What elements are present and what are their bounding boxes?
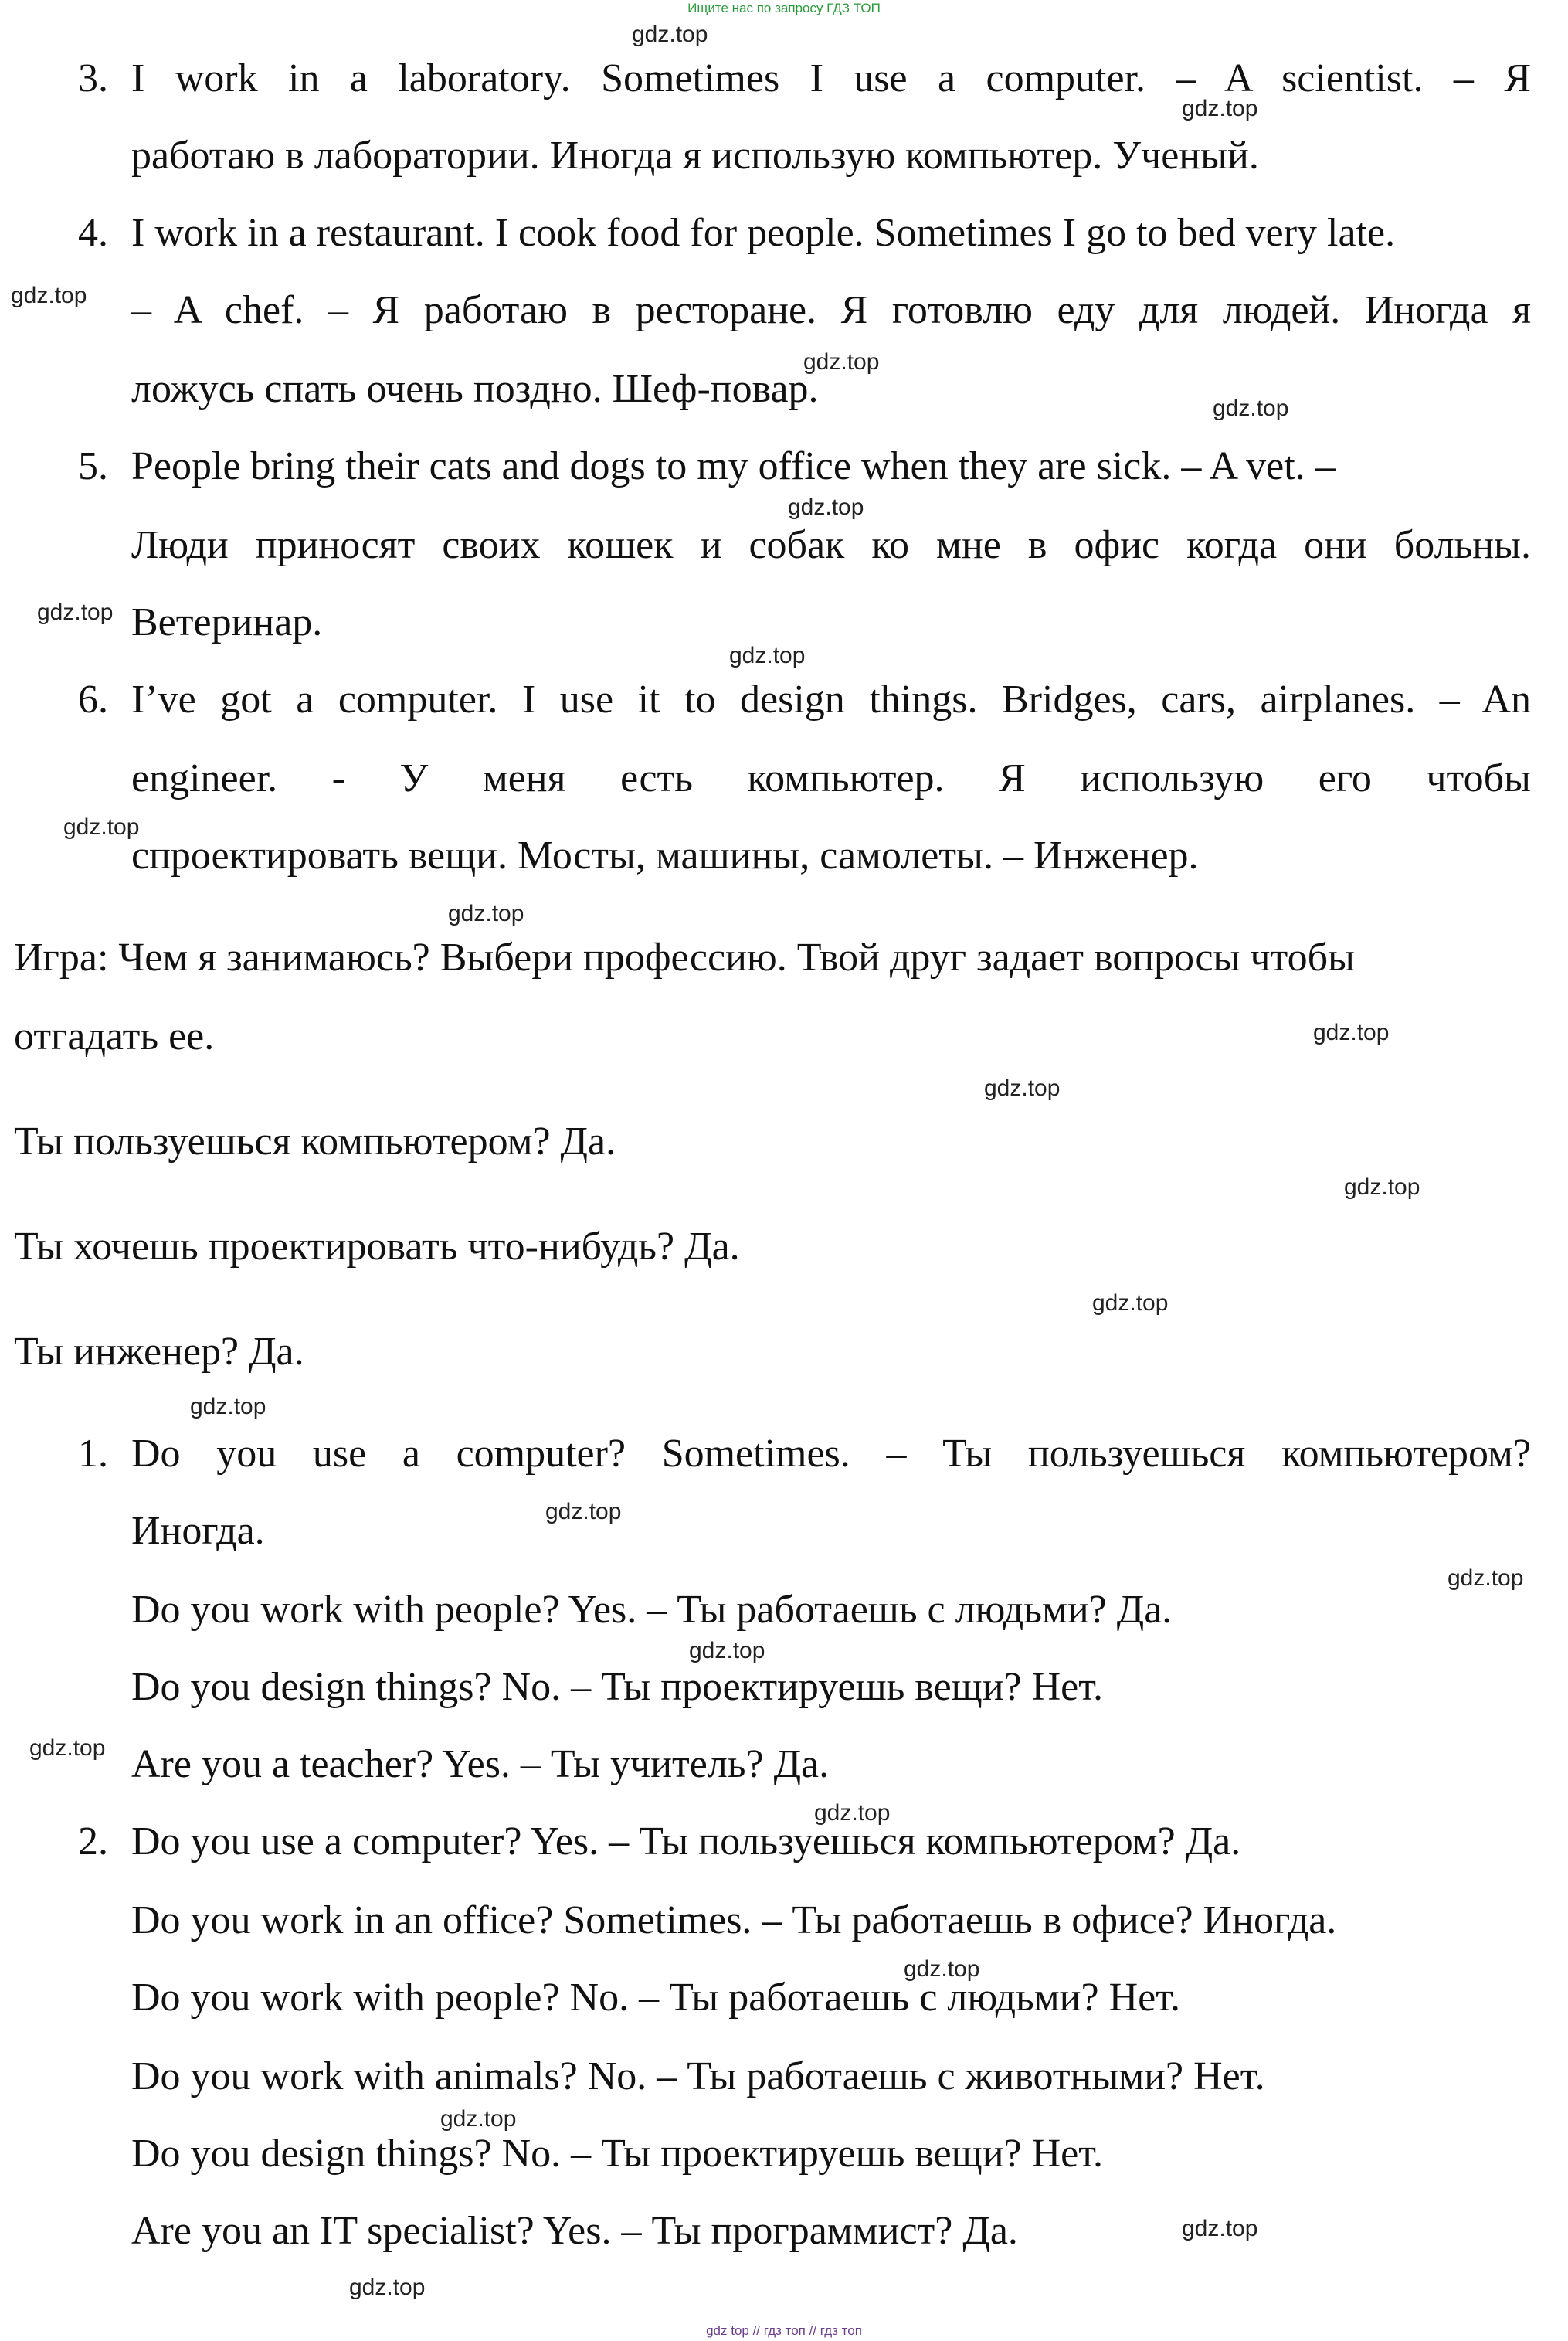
item-line: работаю в лаборатории. Иногда я использую компьютер. Ученый.: [131, 134, 1259, 178]
game-example: Ты инженер? Да.: [14, 1330, 304, 1374]
item-line: спроектировать вещи. Мосты, машины, самолеты. – Инженер.: [131, 834, 1199, 878]
item-line: People bring their cats and dogs to my office when they are sick. – A vet. –: [131, 444, 1336, 488]
watermark: gdz.top: [29, 1735, 106, 1761]
watermark: gdz.top: [729, 643, 806, 668]
item-number: 3.: [78, 56, 108, 100]
dialog-line: Do you design things? No. – Ты проектируешь вещи? Нет.: [131, 2132, 1104, 2176]
game-example: Ты хочешь проектировать что-нибудь? Да.: [14, 1225, 740, 1269]
item-line: I work in a laboratory. Sometimes I use a computer. – A scientist. – Я: [131, 56, 1531, 100]
watermark: gdz.top: [632, 22, 708, 47]
watermark: gdz.top: [1182, 2216, 1258, 2241]
dialog-line: Are you a teacher? Yes. – Ты учитель? Да.: [131, 1742, 830, 1786]
dialog-line: Are you an IT specialist? Yes. – Ты программист? Да.: [131, 2209, 1018, 2253]
watermark: gdz.top: [904, 1956, 980, 1982]
game-example: Ты пользуешься компьютером? Да.: [14, 1120, 616, 1164]
game-intro: отгадать ее.: [14, 1014, 215, 1058]
item-line: engineer. - У меня есть компьютер. Я использую его чтобы: [131, 756, 1531, 800]
watermark: gdz.top: [190, 1394, 266, 1419]
watermark: gdz.top: [689, 1638, 765, 1663]
watermark: gdz.top: [814, 1800, 891, 1826]
dialog-line: Do you work with people? No. – Ты работаешь с людьми? Нет.: [131, 1976, 1181, 2020]
watermark: gdz.top: [37, 600, 114, 625]
dialog-line: Do you use a computer? Sometimes. – Ты пользуешься компьютером?: [131, 1432, 1531, 1476]
watermark: gdz.top: [1182, 96, 1258, 121]
item-line: Люди приносят своих кошек и собак ко мне в офис когда они больны.: [131, 523, 1531, 567]
item-number: 6.: [78, 678, 108, 722]
watermark: gdz.top: [984, 1075, 1061, 1101]
dialog-line: Do you design things? No. – Ты проектируешь вещи? Нет.: [131, 1665, 1104, 1709]
dialog-line: Do you work with people? Yes. – Ты работаешь с людьми? Да.: [131, 1588, 1173, 1632]
watermark: gdz.top: [448, 901, 524, 926]
dialog-line: Do you use a computer? Yes. – Ты пользуешься компьютером? Да.: [131, 1819, 1241, 1864]
watermark: gdz.top: [1344, 1174, 1420, 1200]
watermark: gdz.top: [1092, 1290, 1169, 1316]
watermark: gdz.top: [349, 2275, 426, 2300]
watermark: gdz.top: [788, 494, 864, 520]
dialog-line: Do you work in an office? Sometimes. – Ты работаешь в офисе? Иногда.: [131, 1898, 1337, 1942]
watermark: gdz.top: [440, 2106, 517, 2132]
game-intro: Игра: Чем я занимаюсь? Выбери профессию. Твой друг задает вопросы чтобы: [14, 936, 1355, 980]
dialog-number: 2.: [78, 1819, 108, 1864]
footer-links: gdz top // гдз топ // гдз топ: [706, 2323, 862, 2338]
watermark: gdz.top: [11, 283, 87, 308]
dialog-line: Иногда.: [131, 1509, 265, 1553]
item-line: Ветеринар.: [131, 600, 323, 644]
search-hint: Ищите нас по запросу ГДЗ ТОП: [687, 1, 881, 15]
item-number: 5.: [78, 444, 108, 488]
dialog-line: Do you work with animals? No. – Ты работаешь с животными? Нет.: [131, 2054, 1265, 2098]
item-line: ложусь спать очень поздно. Шеф-повар.: [131, 367, 819, 411]
watermark: gdz.top: [1313, 1020, 1390, 1045]
watermark: gdz.top: [1448, 1565, 1524, 1591]
item-number: 4.: [78, 211, 108, 255]
watermark: gdz.top: [545, 1499, 622, 1524]
watermark: gdz.top: [1213, 396, 1289, 421]
item-line: I work in a restaurant. I cook food for people. Sometimes I go to bed very late.: [131, 211, 1396, 255]
dialog-number: 1.: [78, 1432, 108, 1476]
item-line: – A chef. – Я работаю в ресторане. Я готовлю еду для людей. Иногда я: [131, 288, 1531, 332]
item-line: I’ve got a computer. I use it to design things. Bridges, cars, airplanes. – An: [131, 678, 1531, 722]
watermark: gdz.top: [63, 814, 140, 840]
watermark: gdz.top: [803, 349, 880, 375]
